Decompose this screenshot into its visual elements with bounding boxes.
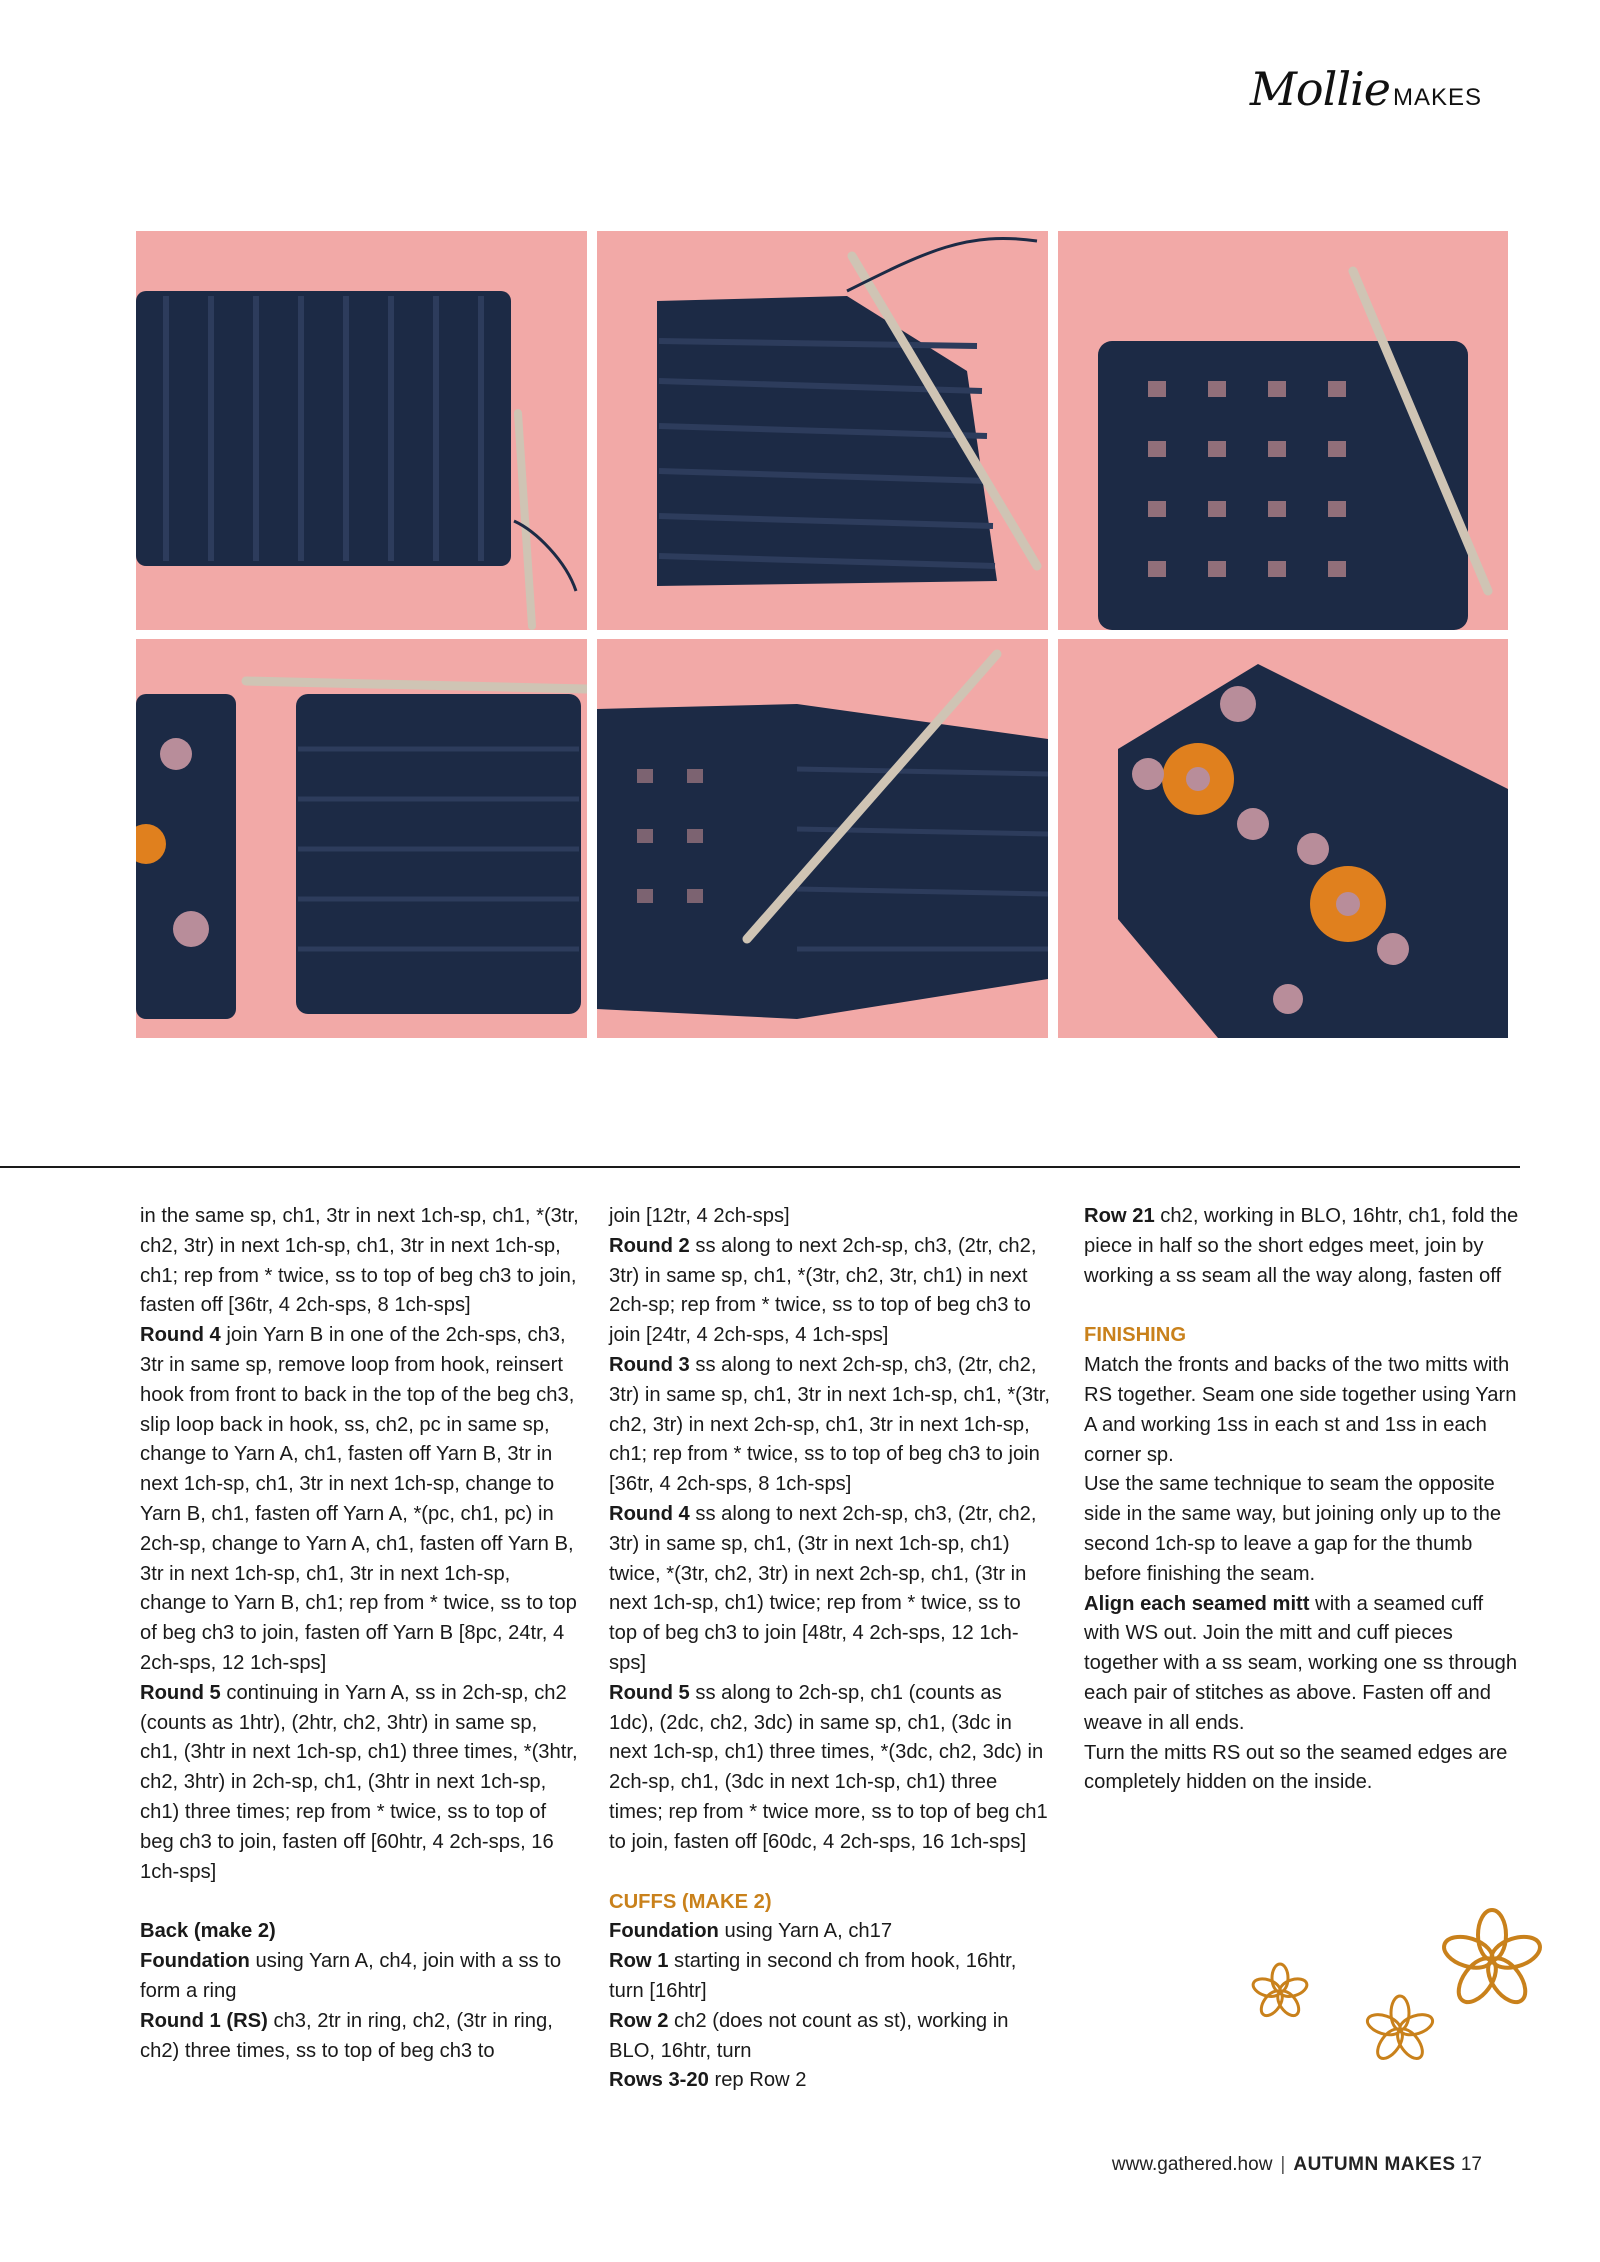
instruction-paragraph — [609, 1917, 1051, 1947]
photo-joining — [597, 639, 1048, 1038]
step-text: in the same sp, ch1, 3tr in next 1ch-sp, ch1, *(3tr, ch2, 3tr) in next 1ch-sp, ch1, 3tr in next 1ch-sp, ch1; rep from * twice, ss to top of beg ch3 to join, fasten off [36tr, 4 2ch-sps, 8 1ch-sps] — [140, 1205, 579, 1317]
step-text: ss along to next 2ch-sp, ch3, (2tr, ch2, 3tr) in same sp, ch1, 3tr in next 1ch-sp, ch1, *(3tr, ch2, 3tr) in next 2ch-sp, ch1, 3tr in next 1ch-sp, ch1; rep from * twice, ss to top of beg ch3 to join [36tr, 4 2ch-sps, 8 1ch-sps] — [609, 1353, 1050, 1496]
step-text: using Yarn A, ch17 — [718, 1920, 893, 1943]
instruction-paragraph — [609, 1947, 1051, 2007]
step-label: Row 2 — [609, 2009, 669, 2032]
step-text: Match the fronts and backs of the two mitts with RS together. Seam one side together using Yarn A and working 1ss in each st and 1ss in each corner sp. — [1084, 1354, 1517, 1466]
instruction-paragraph — [1084, 1351, 1520, 1470]
instruction-paragraph — [140, 2007, 580, 2067]
photo-ribbed-hook — [597, 231, 1048, 630]
step-text: rep Row 2 — [708, 2069, 807, 2092]
instruction-paragraph — [609, 2007, 1051, 2067]
instruction-paragraph — [1084, 1739, 1520, 1799]
magazine-logo — [1250, 62, 1482, 116]
step-text: ss along to next 2ch-sp, ch3, (2tr, ch2, 3tr) in same sp, ch1, (3tr in next 1ch-sp, ch1) twice, *(3tr, ch2, 3tr) in next 2ch-sp, ch1, (3tr in next 1ch-sp, ch1) twice; rep from * twice, ss to top of beg ch3 to join [48tr, 4 2ch-sps, 12 1ch-sps] — [609, 1502, 1037, 1674]
paragraph-gap — [609, 1858, 1051, 1888]
photo-granny-square — [1058, 231, 1508, 630]
step-text: ch3, 2tr in ring, ch2, (3tr in ring, ch2) three times, ss to top of beg ch3 to — [140, 2009, 553, 2062]
flower-decoration — [1240, 1900, 1580, 2100]
step-label: Row 21 — [1084, 1205, 1155, 1227]
step-label: Foundation — [609, 1920, 719, 1943]
step-text: using Yarn A, ch4, join with a ss to form a ring — [140, 1950, 562, 2002]
instruction-paragraph — [140, 1202, 580, 1321]
instruction-paragraph — [609, 1500, 1051, 1679]
photo-ribbed-cuff — [136, 231, 587, 630]
photo-finished-mitt — [1058, 639, 1508, 1038]
step-label: Round 2 — [609, 1234, 690, 1257]
page-number: 17 — [1460, 2154, 1482, 2175]
column-2 — [609, 1202, 1051, 2096]
instruction-paragraph — [1084, 1590, 1520, 1739]
photo-5-illustration — [597, 639, 1048, 1038]
step-text: ss along to next 2ch-sp, ch3, (2tr, ch2, 3tr) in same sp, ch1, *(3tr, ch2, 3tr, ch1) in next 2ch-sp; rep from * twice, ss to top of beg ch3 to join [24tr, 4 2ch-sps, 4 1ch-sps] — [609, 1234, 1037, 1347]
photo-grid — [136, 231, 1520, 1038]
instruction-paragraph — [140, 1321, 580, 1679]
step-text: join Yarn B in one of the 2ch-sps, ch3, 3tr in same sp, remove loop from hook, reinsert hook from front to back in the top of the beg ch3, slip loop back in hook, ss, ch2, pc in same sp, change to Yarn A, ch1, fasten off Yarn B, 3tr in next 1ch-sp, ch1, 3tr in next 1ch-sp, change to Yarn B, ch1, fasten off Yarn A, *(pc, ch1, pc) in 2ch-sp, change to Yarn A, ch1, fasten off Yarn B, 3tr in next 1ch-sp, ch1, 3tr in next 1ch-sp, change to Yarn B, ch1; rep from * twice, ss to top of beg ch3 to join, fasten off Yarn B [8pc, 24tr, 4 2ch-sps, 12 1ch-sps] — [140, 1324, 577, 1674]
section-heading — [609, 1888, 1051, 1918]
photo-3-illustration — [1058, 231, 1508, 630]
instruction-paragraph — [1084, 1470, 1520, 1589]
section-divider — [0, 1166, 1520, 1168]
photo-2-illustration — [597, 231, 1048, 630]
footer-separator: | — [1280, 2154, 1286, 2175]
step-label: Round 3 — [609, 1353, 690, 1376]
heading-text: CUFFS (MAKE 2) — [609, 1890, 772, 1913]
photo-4-illustration — [136, 639, 587, 1038]
instruction-paragraph — [609, 1202, 1051, 1232]
photo-cuff-and-square — [136, 639, 587, 1038]
photo-6-illustration — [1058, 639, 1508, 1038]
page-footer — [1112, 2154, 1482, 2176]
column-3 — [1084, 1202, 1520, 1798]
step-label: Align each seamed mitt — [1084, 1592, 1310, 1615]
step-label: Back (make 2) — [140, 1920, 276, 1943]
step-text: starting in second ch from hook, 16htr, turn [16htr] — [609, 1950, 1017, 2002]
footer-section: AUTUMN MAKES — [1293, 2154, 1456, 2175]
instruction-paragraph — [609, 1232, 1051, 1351]
step-label: Foundation — [140, 1950, 250, 1973]
step-text: ch2, working in BLO, 16htr, ch1, fold the piece in half so the short edges meet, join by working a ss seam all the way along, fasten off — [1084, 1205, 1519, 1287]
step-text: ss along to 2ch-sp, ch1 (counts as 1dc), (2dc, ch2, 3dc) in same sp, ch1, (3dc in next 1ch-sp, ch1) three times, *(3dc, ch2, 3dc) in 2ch-sp, ch1, (3dc in next 1ch-sp, ch1) three times; rep from * twice more, ss to top of beg ch1 to join, fasten off [60dc, 4 2ch-sps, 16 1ch-sps] — [609, 1681, 1048, 1853]
section-heading — [1084, 1321, 1520, 1351]
photo-1-illustration — [136, 231, 587, 630]
heading-text: FINISHING — [1084, 1324, 1187, 1347]
instruction-paragraph — [609, 2066, 1051, 2096]
paragraph-gap — [1084, 1291, 1520, 1321]
step-label: Round 5 — [609, 1681, 690, 1704]
step-text: Use the same technique to seam the opposite side in the same way, but joining only up to the second 1ch-sp to leave a gap for the thumb before finishing the seam. — [1084, 1473, 1502, 1585]
step-label: Rows 3-20 — [609, 2069, 709, 2092]
step-label: Row 1 — [609, 1950, 669, 1973]
step-label: Round 4 — [609, 1502, 690, 1525]
logo-makes: MAKES — [1392, 84, 1482, 111]
logo-script: Mollie — [1249, 62, 1390, 116]
step-text: continuing in Yarn A, ss in 2ch-sp, ch2 (counts as 1htr), (2htr, ch2, 3htr) in same sp, ch1, (3htr in next 1ch-sp, ch1) three times, *(3htr, ch2, 3htr) in 2ch-sp, ch1, (3htr in next 1ch-sp, ch1) three times; rep from * twice, ss to top of beg ch3 to join, fasten off [60htr, 4 2ch-sps, 16 1ch-sps] — [140, 1681, 578, 1883]
instruction-paragraph — [609, 1351, 1051, 1500]
instruction-paragraph — [140, 1947, 580, 2007]
column-1 — [140, 1202, 580, 2066]
step-label: Round 1 (RS) — [140, 2009, 268, 2032]
instruction-paragraph — [609, 1679, 1051, 1858]
step-text: with a seamed cuff with WS out. Join the mitt and cuff pieces together with a ss seam, working one ss through each pair of stitches as above. Fasten off and weave in all ends. — [1084, 1592, 1518, 1734]
instruction-paragraph — [140, 1679, 580, 1888]
step-text: join [12tr, 4 2ch-sps] — [609, 1205, 790, 1227]
instruction-paragraph — [140, 1917, 580, 1947]
instruction-paragraph — [1084, 1202, 1520, 1291]
step-label: Round 4 — [140, 1324, 221, 1347]
paragraph-gap — [140, 1887, 580, 1917]
step-text: Turn the mitts RS out so the seamed edges are completely hidden on the inside. — [1084, 1741, 1508, 1794]
step-label: Round 5 — [140, 1681, 221, 1704]
step-text: ch2 (does not count as st), working in BLO, 16htr, turn — [609, 2009, 1009, 2062]
footer-url[interactable]: www.gathered.how — [1111, 2154, 1273, 2175]
